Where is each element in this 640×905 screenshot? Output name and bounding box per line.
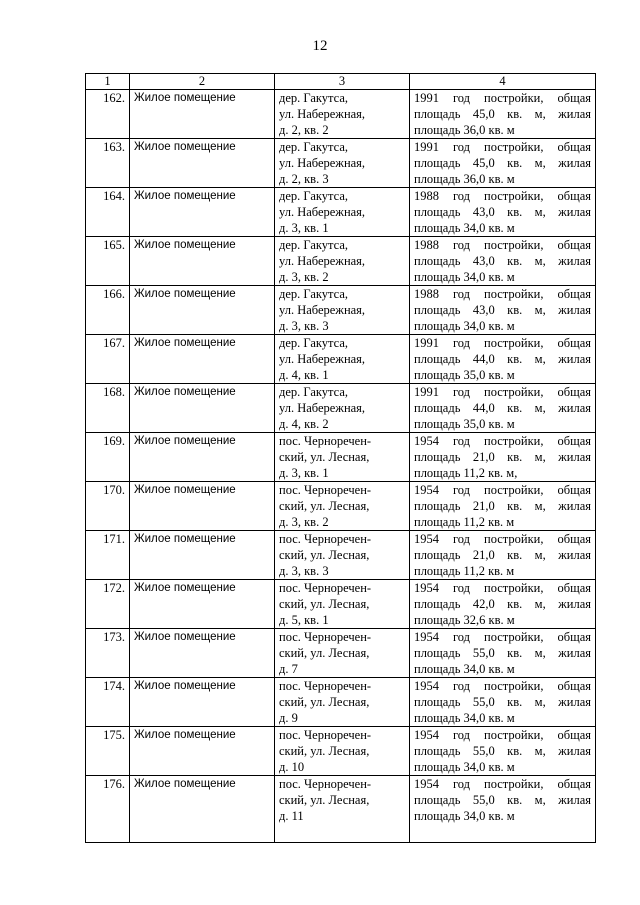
table-row xyxy=(86,776,596,843)
property-description xyxy=(410,531,596,580)
address-line: пос. Черноречен- xyxy=(279,630,372,644)
description-line: площадь 44,0 кв. м, жилая xyxy=(414,401,591,415)
page-number: 12 xyxy=(312,38,328,54)
description-line: 1954 год постройки, общая xyxy=(414,777,591,791)
column-header-3: 3 xyxy=(275,74,410,90)
property-description xyxy=(410,188,596,237)
description-line: 1954 год постройки, общая xyxy=(414,532,591,546)
address-line: ский, ул. Лесная, xyxy=(279,548,370,562)
description-line: 1991 год постройки, общая xyxy=(414,91,591,105)
description-line: 1991 год постройки, общая xyxy=(414,336,591,350)
description-line: площадь 35,0 кв. м xyxy=(414,417,515,431)
address-line: пос. Черноречен- xyxy=(279,679,372,693)
description-line: площадь 34,0 кв. м xyxy=(414,809,515,823)
description-line: площадь 42,0 кв. м, жилая xyxy=(414,597,591,611)
row-number: 170. xyxy=(86,482,130,531)
description-line: площадь 43,0 кв. м, жилая xyxy=(414,205,591,219)
address-line: ский, ул. Лесная, xyxy=(279,597,370,611)
property-address xyxy=(275,727,410,776)
row-number: 173. xyxy=(86,629,130,678)
property-table xyxy=(85,73,596,843)
property-name: Жилое помещение xyxy=(130,237,275,286)
column-header-4: 4 xyxy=(410,74,596,90)
description-line: площадь 11,2 кв. м xyxy=(414,515,515,529)
address-line: дер. Гакутса, xyxy=(279,287,349,301)
address-line: д. 2, кв. 2 xyxy=(279,123,329,137)
description-line: площадь 55,0 кв. м, жилая xyxy=(414,793,591,807)
table-row xyxy=(86,727,596,776)
description-line: площадь 34,0 кв. м xyxy=(414,221,515,235)
property-address xyxy=(275,629,410,678)
address-line: дер. Гакутса, xyxy=(279,140,349,154)
row-number: 167. xyxy=(86,335,130,384)
property-name: Жилое помещение xyxy=(130,433,275,482)
header-row xyxy=(86,74,596,90)
property-description xyxy=(410,286,596,335)
address-line: ский, ул. Лесная, xyxy=(279,695,370,709)
description-line: площадь 21,0 кв. м, жилая xyxy=(414,548,591,562)
property-name: Жилое помещение xyxy=(130,580,275,629)
address-line: дер. Гакутса, xyxy=(279,91,349,105)
description-line: 1991 год постройки, общая xyxy=(414,140,591,154)
address-line: д. 4, кв. 1 xyxy=(279,368,329,382)
property-description xyxy=(410,384,596,433)
address-line: ул. Набережная, xyxy=(279,254,366,268)
property-address xyxy=(275,237,410,286)
address-line: ул. Набережная, xyxy=(279,156,366,170)
address-line: д. 2, кв. 3 xyxy=(279,172,329,186)
row-number: 165. xyxy=(86,237,130,286)
address-line: д. 3, кв. 2 xyxy=(279,270,329,284)
description-line: площадь 34,0 кв. м xyxy=(414,270,515,284)
description-line: 1988 год постройки, общая xyxy=(414,287,591,301)
property-name: Жилое помещение xyxy=(130,678,275,727)
property-description xyxy=(410,139,596,188)
property-name: Жилое помещение xyxy=(130,335,275,384)
table-row xyxy=(86,482,596,531)
row-number: 174. xyxy=(86,678,130,727)
property-description xyxy=(410,335,596,384)
address-line: дер. Гакутса, xyxy=(279,336,349,350)
table-row xyxy=(86,629,596,678)
address-line: д. 11 xyxy=(279,809,304,823)
table-row xyxy=(86,580,596,629)
description-line: площадь 34,0 кв. м xyxy=(414,662,515,676)
row-number: 164. xyxy=(86,188,130,237)
property-description xyxy=(410,678,596,727)
description-line: площадь 36,0 кв. м xyxy=(414,123,515,137)
description-line: площадь 32,6 кв. м xyxy=(414,613,515,627)
property-description xyxy=(410,482,596,531)
row-number: 166. xyxy=(86,286,130,335)
address-line: пос. Черноречен- xyxy=(279,434,372,448)
row-number: 172. xyxy=(86,580,130,629)
description-line: 1954 год постройки, общая xyxy=(414,434,591,448)
table-row xyxy=(86,531,596,580)
description-line: площадь 11,2 кв. м xyxy=(414,564,515,578)
address-line: дер. Гакутса, xyxy=(279,238,349,252)
description-line: 1954 год постройки, общая xyxy=(414,728,591,742)
description-line: площадь 44,0 кв. м, жилая xyxy=(414,352,591,366)
description-line: площадь 45,0 кв. м, жилая xyxy=(414,156,591,170)
table-row xyxy=(86,286,596,335)
table-row xyxy=(86,237,596,286)
column-header-2: 2 xyxy=(130,74,275,90)
description-line: площадь 43,0 кв. м, жилая xyxy=(414,303,591,317)
address-line: ул. Набережная, xyxy=(279,303,366,317)
address-line: д. 3, кв. 2 xyxy=(279,515,329,529)
description-line: 1988 год постройки, общая xyxy=(414,189,591,203)
description-line: площадь 34,0 кв. м xyxy=(414,760,515,774)
description-line: 1954 год постройки, общая xyxy=(414,483,591,497)
description-line: площадь 11,2 кв. м, xyxy=(414,466,518,480)
description-line: площадь 34,0 кв. м xyxy=(414,319,515,333)
property-address xyxy=(275,90,410,139)
row-number: 168. xyxy=(86,384,130,433)
property-name: Жилое помещение xyxy=(130,384,275,433)
description-line: площадь 21,0 кв. м, жилая xyxy=(414,499,591,513)
address-line: пос. Черноречен- xyxy=(279,532,372,546)
property-address xyxy=(275,678,410,727)
address-line: ский, ул. Лесная, xyxy=(279,499,370,513)
description-line: площадь 35,0 кв. м xyxy=(414,368,515,382)
address-line: д. 9 xyxy=(279,711,298,725)
address-line: ул. Набережная, xyxy=(279,401,366,415)
property-address xyxy=(275,286,410,335)
address-line: д. 3, кв. 1 xyxy=(279,221,329,235)
address-line: ский, ул. Лесная, xyxy=(279,744,370,758)
row-number: 163. xyxy=(86,139,130,188)
property-address xyxy=(275,531,410,580)
description-line: площадь 55,0 кв. м, жилая xyxy=(414,695,591,709)
address-line: пос. Черноречен- xyxy=(279,581,372,595)
address-line: д. 5, кв. 1 xyxy=(279,613,329,627)
description-line: 1991 год постройки, общая xyxy=(414,385,591,399)
table-row xyxy=(86,433,596,482)
description-line: 1954 год постройки, общая xyxy=(414,679,591,693)
address-line: д. 3, кв. 1 xyxy=(279,466,329,480)
property-description xyxy=(410,90,596,139)
property-address xyxy=(275,580,410,629)
property-name: Жилое помещение xyxy=(130,531,275,580)
row-number: 171. xyxy=(86,531,130,580)
property-name: Жилое помещение xyxy=(130,727,275,776)
property-name: Жилое помещение xyxy=(130,482,275,531)
address-line: ский, ул. Лесная, xyxy=(279,450,370,464)
property-description xyxy=(410,237,596,286)
property-address xyxy=(275,139,410,188)
property-name: Жилое помещение xyxy=(130,286,275,335)
table-row xyxy=(86,139,596,188)
table-row xyxy=(86,90,596,139)
description-line: 1954 год постройки, общая xyxy=(414,581,591,595)
address-line: ул. Набережная, xyxy=(279,352,366,366)
address-line: пос. Черноречен- xyxy=(279,777,372,791)
table-row xyxy=(86,335,596,384)
property-name: Жилое помещение xyxy=(130,776,275,843)
address-line: д. 3, кв. 3 xyxy=(279,319,329,333)
property-address xyxy=(275,188,410,237)
row-number: 175. xyxy=(86,727,130,776)
property-address xyxy=(275,433,410,482)
address-line: ул. Набережная, xyxy=(279,107,366,121)
row-number: 162. xyxy=(86,90,130,139)
description-line: площадь 55,0 кв. м, жилая xyxy=(414,744,591,758)
row-number: 176. xyxy=(86,776,130,843)
property-description xyxy=(410,629,596,678)
row-number: 169. xyxy=(86,433,130,482)
table-body xyxy=(86,90,596,843)
address-line: д. 7 xyxy=(279,662,298,676)
description-line: площадь 55,0 кв. м, жилая xyxy=(414,646,591,660)
property-description xyxy=(410,776,596,843)
property-description xyxy=(410,433,596,482)
description-line: площадь 36,0 кв. м xyxy=(414,172,515,186)
description-line: 1954 год постройки, общая xyxy=(414,630,591,644)
property-description xyxy=(410,580,596,629)
address-line: д. 4, кв. 2 xyxy=(279,417,329,431)
property-name: Жилое помещение xyxy=(130,629,275,678)
description-line: площадь 45,0 кв. м, жилая xyxy=(414,107,591,121)
description-line: площадь 34,0 кв. м xyxy=(414,711,515,725)
column-header-1: 1 xyxy=(86,74,130,90)
address-line: ский, ул. Лесная, xyxy=(279,646,370,660)
address-line: ул. Набережная, xyxy=(279,205,366,219)
description-line: 1988 год постройки, общая xyxy=(414,238,591,252)
address-line: пос. Черноречен- xyxy=(279,728,372,742)
address-line: дер. Гакутса, xyxy=(279,189,349,203)
address-line: ский, ул. Лесная, xyxy=(279,793,370,807)
description-line: площадь 43,0 кв. м, жилая xyxy=(414,254,591,268)
property-address xyxy=(275,776,410,843)
description-line: площадь 21,0 кв. м, жилая xyxy=(414,450,591,464)
address-line: д. 10 xyxy=(279,760,305,774)
table-row xyxy=(86,384,596,433)
property-address xyxy=(275,482,410,531)
address-line: д. 3, кв. 3 xyxy=(279,564,329,578)
property-description xyxy=(410,727,596,776)
property-address xyxy=(275,384,410,433)
address-line: пос. Черноречен- xyxy=(279,483,372,497)
address-line: дер. Гакутса, xyxy=(279,385,349,399)
table-row xyxy=(86,188,596,237)
property-address xyxy=(275,335,410,384)
property-name: Жилое помещение xyxy=(130,139,275,188)
table-row xyxy=(86,678,596,727)
property-name: Жилое помещение xyxy=(130,90,275,139)
property-name: Жилое помещение xyxy=(130,188,275,237)
